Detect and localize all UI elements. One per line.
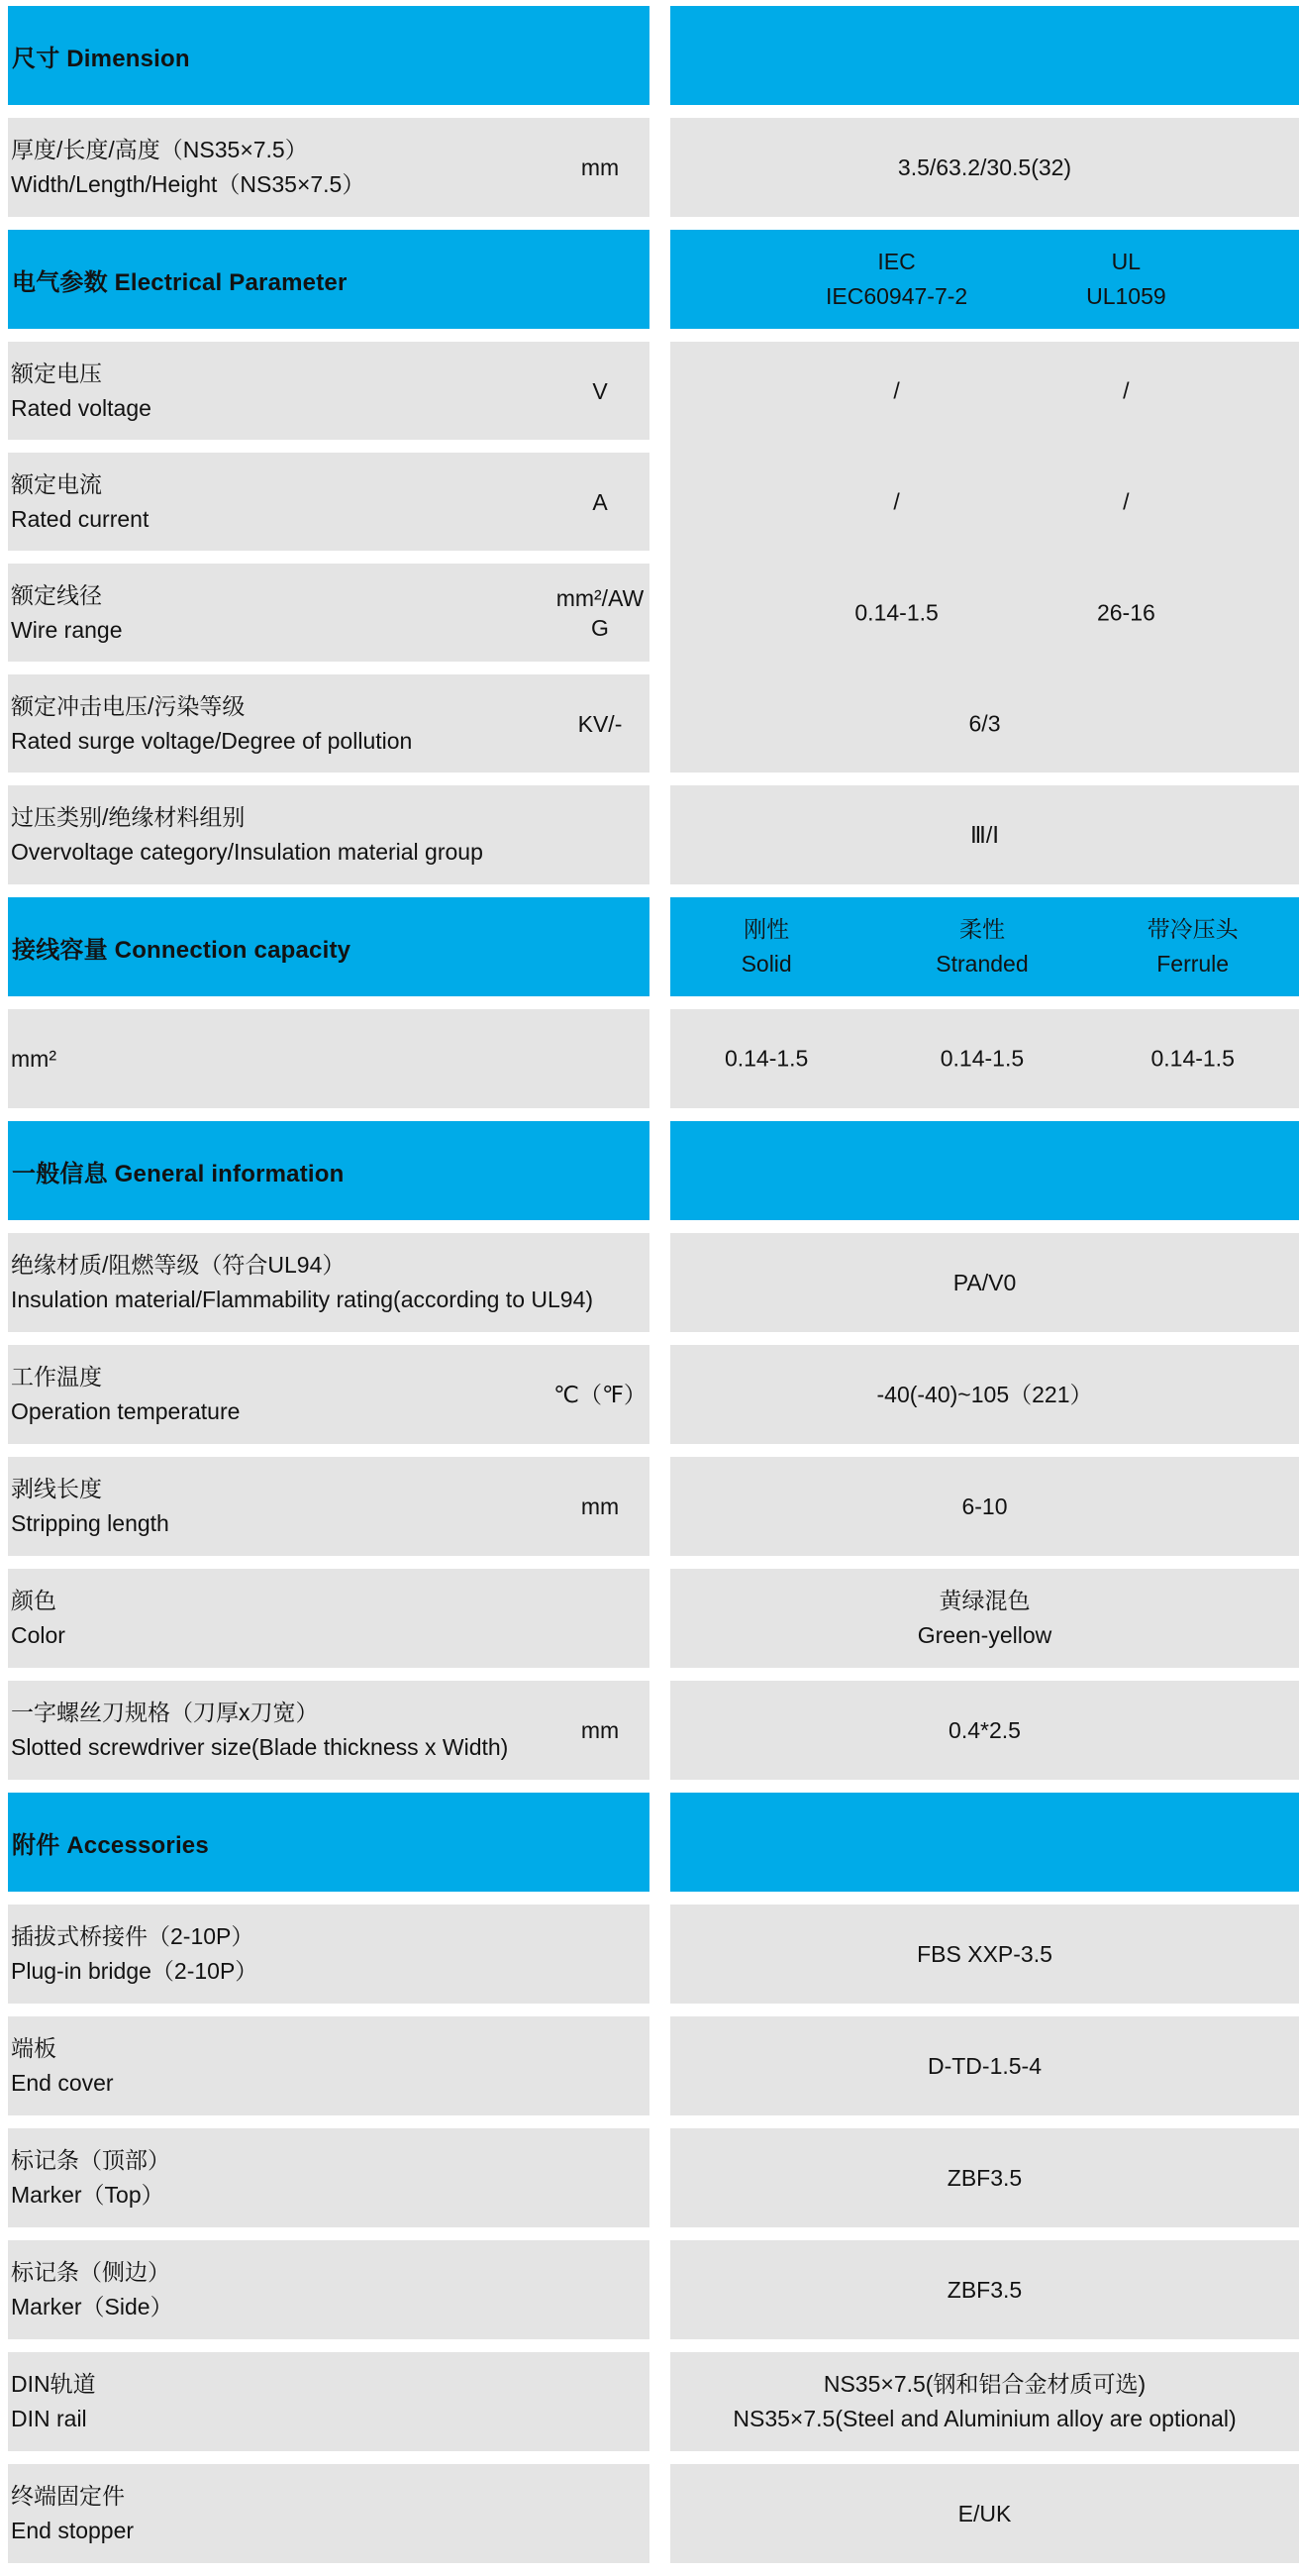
end-cover-value: D-TD-1.5-4 (927, 2052, 1042, 2079)
temperature-label (8, 1360, 550, 1429)
rated-voltage-value-iec: / (893, 377, 900, 403)
din-rail-value-zh: NS35×7.5(钢和铝合金材质可选) (823, 2371, 1147, 2397)
screwdriver-value-cell (670, 1681, 1299, 1780)
column-ul (1086, 245, 1166, 314)
stripping-label (8, 1472, 550, 1541)
overvoltage-value: Ⅲ/Ⅰ (969, 821, 1000, 848)
bridge-value-cell (670, 1905, 1299, 2004)
dimension-unit: mm (580, 155, 620, 180)
section-general-header (8, 1121, 1299, 1220)
screwdriver-label (8, 1696, 550, 1765)
electrical-header-columns (670, 230, 1299, 329)
row-color (8, 1569, 1299, 1668)
end-stopper-label (8, 2479, 650, 2548)
screwdriver-unit: mm (580, 1717, 620, 1743)
bridge-label-cell (8, 1905, 650, 2004)
insulation-label-en: Insulation material/Flammability rating(according to UL94) (11, 1287, 594, 1312)
rated-voltage-label-en: Rated voltage (11, 394, 151, 421)
wire-range-values (670, 564, 1299, 662)
stripping-unit: mm (580, 1494, 620, 1519)
marker-side-label-zh: 标记条（侧边） (11, 2259, 170, 2285)
electrical-left-stack (8, 342, 650, 773)
insulation-value: PA/V0 (952, 1269, 1017, 1295)
wire-range-label-en: Wire range (11, 616, 123, 643)
overvoltage-label-zh: 过压类别/绝缘材料组别 (11, 804, 246, 830)
rated-current-label-zh: 额定电流 (11, 470, 102, 497)
column-iec (826, 245, 967, 314)
surge-voltage-value: 6/3 (968, 710, 1001, 736)
din-rail-value-cell (670, 2352, 1299, 2451)
wire-range-label-cell (8, 564, 650, 662)
rated-voltage-values (670, 342, 1299, 440)
wire-range-value-ul: 26-16 (1096, 599, 1155, 625)
color-value-zh: 黄绿混色 (939, 1588, 1031, 1613)
rated-voltage-label-zh: 额定电压 (11, 360, 102, 386)
dimension-label-cell (8, 118, 650, 217)
color-label-en: Color (11, 1622, 65, 1648)
bridge-label (8, 1919, 650, 1989)
connection-value-ferrule: 0.14-1.5 (1150, 1045, 1235, 1072)
row-overvoltage (8, 785, 1299, 884)
section-connection-header (8, 897, 1299, 996)
marker-top-value: ZBF3.5 (947, 2164, 1023, 2191)
end-stopper-value: E/UK (957, 2500, 1012, 2526)
electrical-rows-band (8, 342, 1299, 773)
dimension-header-title: 尺寸 Dimension (8, 6, 650, 105)
bridge-label-en: Plug-in bridge（2-10P） (11, 1958, 258, 1984)
row-screwdriver (8, 1681, 1299, 1780)
surge-voltage-label-cell (8, 674, 650, 773)
row-stripping-length (8, 1457, 1299, 1556)
surge-voltage-label-zh: 额定冲击电压/污染等级 (11, 692, 246, 719)
electrical-values-cell (670, 342, 1299, 773)
screwdriver-value: 0.4*2.5 (949, 1716, 1021, 1743)
end-cover-label-en: End cover (11, 2070, 114, 2096)
stripping-label-zh: 剥线长度 (11, 1476, 102, 1501)
column-solid (742, 912, 792, 981)
dimension-label (8, 133, 550, 202)
column-iec-name: IEC (877, 249, 916, 274)
din-rail-value (733, 2367, 1236, 2436)
end-cover-label-zh: 端板 (11, 2035, 56, 2061)
stripping-label-cell (8, 1457, 650, 1556)
marker-side-label (8, 2255, 650, 2324)
row-marker-top (8, 2128, 1299, 2227)
column-ferrule-en: Ferrule (1156, 951, 1230, 977)
column-stranded-zh: 柔性 (958, 916, 1005, 942)
surge-voltage-unit: KV/- (577, 710, 623, 737)
overvoltage-label-cell (8, 785, 650, 884)
column-ul-name: UL (1111, 249, 1142, 274)
end-stopper-label-cell (8, 2464, 650, 2563)
temperature-value-cell (670, 1345, 1299, 1444)
marker-top-label-en: Marker（Top） (11, 2182, 164, 2208)
column-stranded (936, 912, 1028, 981)
accessories-header-title: 附件 Accessories (8, 1793, 650, 1892)
overvoltage-label (8, 800, 650, 870)
rated-voltage-unit: V (592, 377, 608, 404)
column-stranded-en: Stranded (936, 951, 1029, 977)
marker-top-label-zh: 标记条（顶部） (11, 2147, 170, 2173)
temperature-label-cell (8, 1345, 650, 1444)
marker-side-label-cell (8, 2240, 650, 2339)
bridge-value: FBS XXP-3.5 (917, 1940, 1052, 1967)
end-stopper-label-zh: 终端固定件 (11, 2483, 125, 2509)
row-end-stopper (8, 2464, 1299, 2563)
color-label-zh: 颜色 (11, 1588, 56, 1613)
section-accessories-header (8, 1793, 1299, 1892)
rated-current-value-iec: / (893, 488, 900, 514)
dimension-header-spacer (670, 6, 1299, 105)
end-cover-value-cell (670, 2016, 1299, 2115)
connection-label (8, 1042, 650, 1077)
rated-current-label-cell (8, 453, 650, 551)
overvoltage-label-en: Overvoltage category/Insulation material group (11, 839, 483, 865)
din-rail-label-en: DIN rail (11, 2406, 87, 2431)
rated-current-values (670, 453, 1299, 551)
general-header-title: 一般信息 General information (8, 1121, 650, 1220)
electrical-header-title: 电气参数 Electrical Parameter (8, 230, 650, 329)
insulation-label-zh: 绝缘材质/阻燃等级（符合UL94） (11, 1252, 346, 1278)
connection-header-title: 接线容量 Connection capacity (8, 897, 650, 996)
marker-side-label-en: Marker（Side） (11, 2294, 173, 2319)
marker-top-label (8, 2143, 650, 2213)
column-solid-zh: 刚性 (744, 916, 790, 942)
marker-top-label-cell (8, 2128, 650, 2227)
row-din-rail (8, 2352, 1299, 2451)
stripping-label-en: Stripping length (11, 1510, 169, 1536)
rated-current-label-en: Rated current (11, 505, 150, 532)
column-solid-en: Solid (741, 951, 792, 977)
rated-voltage-label (8, 357, 550, 426)
end-cover-label-cell (8, 2016, 650, 2115)
end-stopper-label-en: End stopper (11, 2518, 135, 2543)
row-plug-in-bridge (8, 1905, 1299, 2004)
row-end-cover (8, 2016, 1299, 2115)
din-rail-label-cell (8, 2352, 650, 2451)
end-cover-label (8, 2031, 650, 2101)
marker-top-value-cell (670, 2128, 1299, 2227)
section-dimension-header (8, 6, 1299, 105)
rated-voltage-value-ul: / (1123, 377, 1130, 403)
temperature-unit: ℃（℉） (553, 1382, 647, 1407)
connection-value-solid: 0.14-1.5 (724, 1045, 809, 1072)
marker-side-value-cell (670, 2240, 1299, 2339)
overvoltage-value-cell (670, 785, 1299, 884)
color-value-en: Green-yellow (917, 1622, 1052, 1648)
dimension-label-en: Width/Length/Height（NS35×7.5） (11, 171, 365, 197)
temperature-label-en: Operation temperature (11, 1398, 241, 1424)
screwdriver-label-zh: 一字螺丝刀规格（刀厚x刀宽） (11, 1700, 319, 1725)
wire-range-label-zh: 额定线径 (11, 581, 102, 608)
row-connection-mm2 (8, 1009, 1299, 1108)
temperature-value: -40(-40)~105（221） (876, 1381, 1093, 1407)
dimension-value-cell (670, 118, 1299, 217)
accessories-header-spacer (670, 1793, 1299, 1892)
connection-label-cell (8, 1009, 650, 1108)
wire-range-unit: mm²/AWG (555, 584, 645, 641)
column-ferrule (1148, 912, 1239, 981)
wire-range-label (8, 578, 550, 648)
insulation-label-cell (8, 1233, 650, 1332)
stripping-value-cell (670, 1457, 1299, 1556)
connection-value-stranded: 0.14-1.5 (940, 1045, 1025, 1072)
color-value (918, 1584, 1052, 1653)
din-rail-label (8, 2367, 650, 2436)
marker-side-value: ZBF3.5 (947, 2276, 1023, 2303)
insulation-value-cell (670, 1233, 1299, 1332)
row-dimension (8, 118, 1299, 217)
column-iec-standard: IEC60947-7-2 (825, 283, 968, 309)
connection-values-cell (670, 1009, 1299, 1108)
column-ul-standard: UL1059 (1086, 283, 1166, 309)
temperature-label-zh: 工作温度 (11, 1364, 102, 1390)
row-marker-side (8, 2240, 1299, 2339)
color-label (8, 1584, 650, 1653)
color-value-cell (670, 1569, 1299, 1668)
wire-range-value-iec: 0.14-1.5 (854, 599, 939, 625)
bridge-label-zh: 插拔式桥接件（2-10P） (11, 1923, 254, 1949)
screwdriver-label-en: Slotted screwdriver size(Blade thickness x Width) (11, 1734, 509, 1760)
rated-current-value-ul: / (1123, 488, 1130, 514)
end-stopper-value-cell (670, 2464, 1299, 2563)
din-rail-value-en: NS35×7.5(Steel and Aluminium alloy are optional) (733, 2406, 1237, 2431)
dimension-label-zh: 厚度/长度/高度（NS35×7.5） (11, 137, 308, 162)
general-header-spacer (670, 1121, 1299, 1220)
row-insulation (8, 1233, 1299, 1332)
stripping-value: 6-10 (961, 1493, 1008, 1519)
screwdriver-label-cell (8, 1681, 650, 1780)
rated-current-label (8, 467, 550, 537)
connection-header-columns (670, 897, 1299, 996)
insulation-label (8, 1248, 650, 1317)
row-operation-temperature (8, 1345, 1299, 1444)
dimension-value: 3.5/63.2/30.5(32) (897, 154, 1072, 180)
rated-voltage-label-cell (8, 342, 650, 440)
surge-voltage-label (8, 689, 550, 759)
rated-current-unit: A (592, 488, 608, 515)
din-rail-label-zh: DIN轨道 (11, 2371, 96, 2397)
connection-label-text: mm² (11, 1045, 56, 1072)
surge-voltage-label-en: Rated surge voltage/Degree of pollution (11, 727, 413, 754)
section-electrical-header (8, 230, 1299, 329)
column-ferrule-zh: 带冷压头 (1147, 916, 1239, 942)
color-label-cell (8, 1569, 650, 1668)
surge-voltage-values (670, 674, 1299, 773)
